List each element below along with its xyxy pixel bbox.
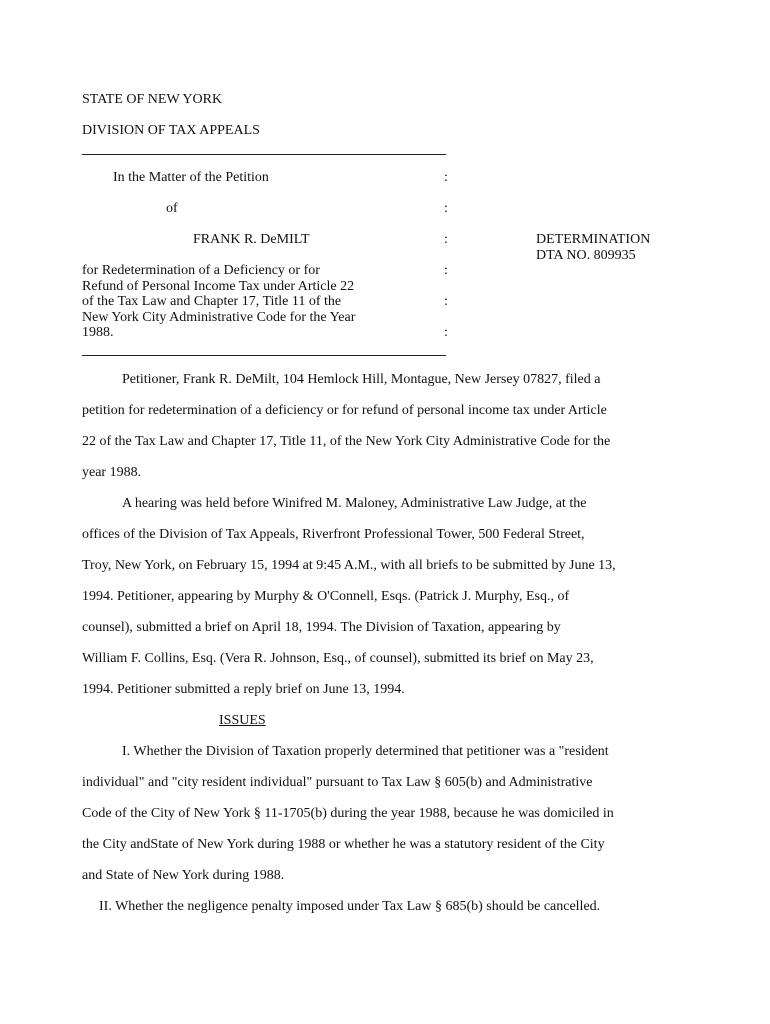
issue-line: the City andState of New York during 1988 or whether he was a statutory resident of the City [82,837,605,852]
issue-line: I. Whether the Division of Taxation properly determined that petitioner was a "resident [122,744,609,759]
paragraph-line: Troy, New York, on February 15, 1994 at 9:45 A.M., with all briefs to be submitted by June 13, [82,558,616,573]
state-heading: STATE OF NEW YORK [82,92,223,107]
paragraph-line: 1994. Petitioner submitted a reply brief on June 13, 1994. [82,682,405,697]
caption-purpose-line: 1988. [82,325,114,340]
caption-colon: : [444,263,448,278]
paragraph-line: year 1988. [82,465,142,480]
issue-line: individual" and "city resident individual" pursuant to Tax Law § 605(b) and Administrative [82,775,593,790]
caption-top-rule [82,154,446,155]
caption-bottom-rule [82,355,446,356]
matter-line: In the Matter of the Petition [113,170,269,185]
caption-colon: : [444,201,448,216]
paragraph-line: 22 of the Tax Law and Chapter 17, Title 11, of the New York City Administrative Code for the [82,434,611,449]
division-heading: DIVISION OF TAX APPEALS [82,123,260,138]
paragraph-line: counsel), submitted a brief on April 18, 1994. The Division of Taxation, appearing by [82,620,561,635]
caption-purpose [82,263,402,341]
paragraph-line: petition for redetermination of a deficiency or for refund of personal income tax under Article [82,403,607,418]
paragraph-line: offices of the Division of Tax Appeals, Riverfront Professional Tower, 500 Federal Street, [82,527,585,542]
caption-purpose-line: New York City Administrative Code for the Year [82,309,356,325]
caption-colon: : [444,294,448,309]
paragraph-line: A hearing was held before Winifred M. Maloney, Administrative Law Judge, at the [122,496,587,511]
caption-purpose-line: for Redetermination of a Deficiency or for [82,263,320,278]
dta-number: DTA NO. 809935 [536,247,636,263]
issue-line: II. Whether the negligence penalty imposed under Tax Law § 685(b) should be cancelled. [99,899,601,914]
caption-colon: : [444,170,448,185]
determination-label: DETERMINATION [536,232,651,247]
caption-colon: : [444,232,448,247]
caption-purpose-line: of the Tax Law and Chapter 17, Title 11 of the [82,294,342,309]
caption-purpose-line: Refund of Personal Income Tax under Article 22 [82,278,355,294]
petitioner-name: FRANK R. DeMILT [193,232,310,247]
determination-block [536,232,650,263]
issue-line: Code of the City of New York § 11-1705(b) during the year 1988, because he was domiciled in [82,806,614,821]
paragraph-line: 1994. Petitioner, appearing by Murphy & O'Connell, Esqs. (Patrick J. Murphy, Esq., of [82,589,570,604]
issues-heading: ISSUES [219,713,266,728]
paragraph-line: Petitioner, Frank R. DeMilt, 104 Hemlock Hill, Montague, New Jersey 07827, filed a [122,372,601,387]
issue-line: and State of New York during 1988. [82,868,285,883]
caption-colon: : [444,325,448,340]
of-line: of [166,201,178,216]
paragraph-line: William F. Collins, Esq. (Vera R. Johnson, Esq., of counsel), submitted its brief on May 23, [82,651,594,666]
